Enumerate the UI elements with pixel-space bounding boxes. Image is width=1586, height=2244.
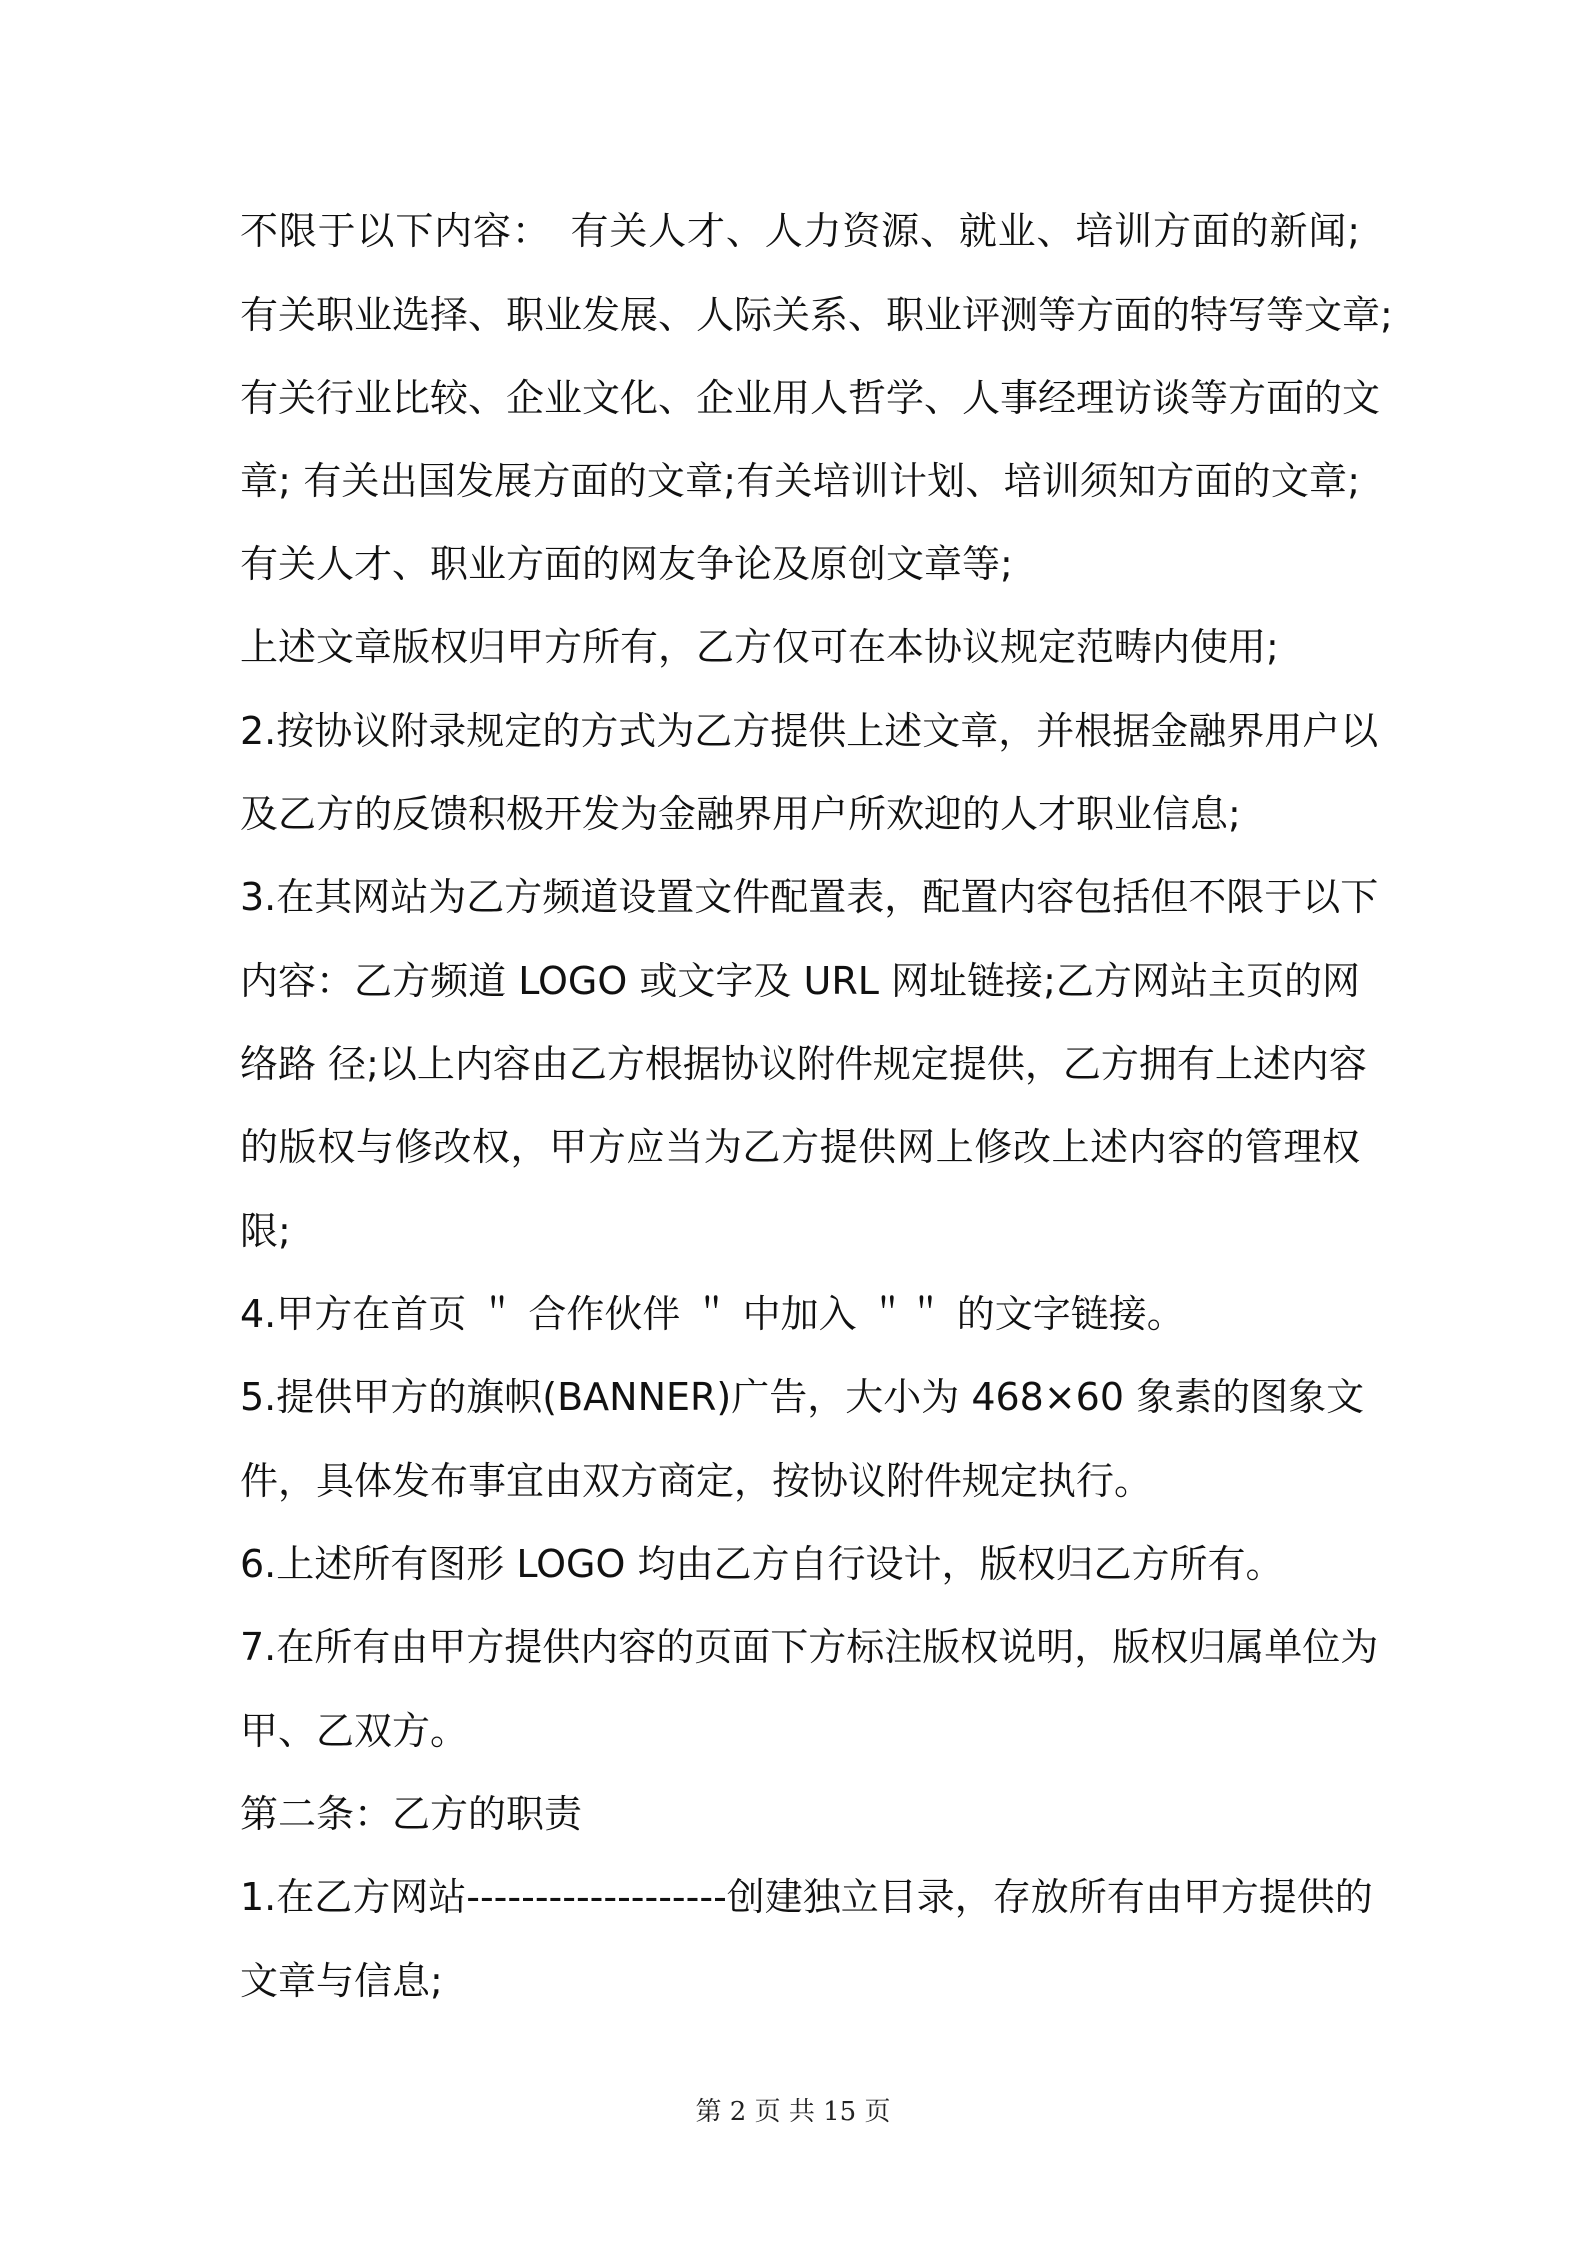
body-line: 7.在所有由甲方提供内容的页面下方标注版权说明，版权归属单位为 — [240, 1625, 1379, 1669]
body-line: 络路 径;以上内容由乙方根据协议附件规定提供，乙方拥有上述内容 — [240, 1042, 1367, 1086]
body-line: 有关人才、职业方面的网友争论及原创文章等; — [240, 542, 1013, 586]
body-line: 6.上述所有图形 LOGO 均由乙方自行设计，版权归乙方所有。 — [240, 1542, 1284, 1586]
body-line: 有关行业比较、企业文化、企业用人哲学、人事经理访谈等方面的文 — [240, 376, 1381, 420]
body-line: 1.在乙方网站-------------------创建独立目录，存放所有由甲方提供的 — [240, 1875, 1373, 1919]
body-line: 章; 有关出国发展方面的文章;有关培训计划、培训须知方面的文章; — [240, 459, 1360, 503]
body-line: 及乙方的反馈积极开发为金融界用户所欢迎的人才职业信息; — [240, 792, 1241, 836]
body-line: 2.按协议附录规定的方式为乙方提供上述文章，并根据金融界用户以 — [240, 709, 1379, 753]
page-number-footer: 第 2 页 共 15 页 — [695, 2097, 891, 2127]
body-line: 甲、乙双方。 — [240, 1709, 469, 1753]
body-line: 有关职业选择、职业发展、人际关系、职业评测等方面的特写等文章; — [240, 293, 1393, 337]
body-line: 文章与信息; — [240, 1959, 443, 2003]
body-line: 上述文章版权归甲方所有，乙方仅可在本协议规定范畴内使用; — [240, 625, 1279, 669]
body-line: 5.提供甲方的旗帜(BANNER)广告，大小为 468×60 象素的图象文 — [240, 1375, 1365, 1419]
section-heading: 第二条：乙方的职责 — [240, 1792, 583, 1836]
body-line: 4.甲方在首页 ＂ 合作伙伴 ＂ 中加入 ＂＂ 的文字链接。 — [240, 1292, 1185, 1336]
body-line: 不限于以下内容： 有关人才、人力资源、就业、培训方面的新闻; — [240, 209, 1360, 253]
body-line: 件，具体发布事宜由双方商定，按协议附件规定执行。 — [240, 1459, 1153, 1503]
body-line: 内容：乙方频道 LOGO 或文字及 URL 网址链接;乙方网站主页的网 — [240, 959, 1360, 1003]
body-line: 限; — [240, 1209, 291, 1253]
body-line: 3.在其网站为乙方频道设置文件配置表，配置内容包括但不限于以下 — [240, 875, 1379, 919]
body-line: 的版权与修改权，甲方应当为乙方提供网上修改上述内容的管理权 — [240, 1125, 1360, 1169]
